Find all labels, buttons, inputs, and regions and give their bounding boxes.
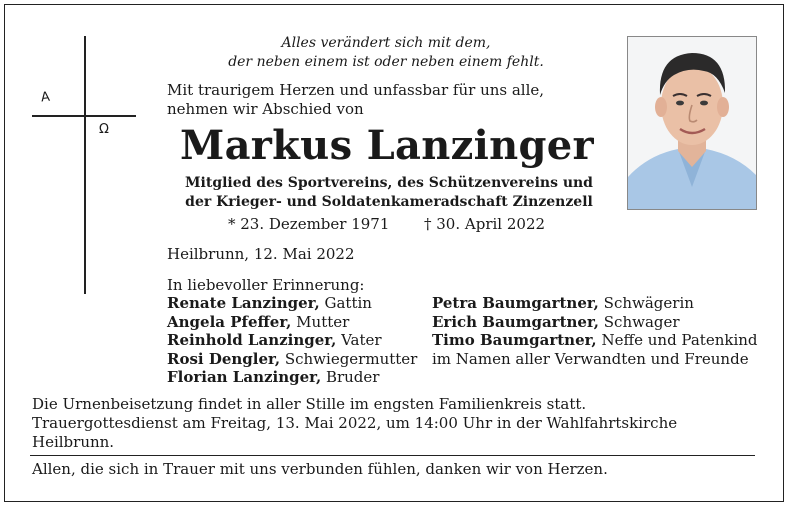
death-date: † 30. April 2022 bbox=[424, 215, 546, 233]
membership-line-2: der Krieger- und Soldatenkameradschaft Zinzenzell bbox=[185, 194, 593, 210]
relatives-left bbox=[167, 294, 417, 387]
relative-row: Angela Pfeffer, Mutter bbox=[167, 312, 350, 331]
membership-text bbox=[170, 174, 608, 212]
relative-row: Reinhold Lanzinger, Vater bbox=[167, 331, 382, 349]
quote-line-1: Alles verändert sich mit dem, bbox=[281, 35, 491, 51]
intro-line-1: Mit traurigem Herzen und unfassbar für uns alle, bbox=[167, 81, 545, 99]
omega-symbol: Ω bbox=[99, 122, 109, 137]
quote-line-2: der neben einem ist oder neben einem fehlt. bbox=[228, 54, 544, 70]
relative-row: Erich Baumgartner, Schwager bbox=[432, 312, 680, 331]
deceased-name: Markus Lanzinger bbox=[180, 122, 594, 169]
relative-row: Petra Baumgartner, Schwägerin bbox=[432, 294, 694, 312]
membership-line-1: Mitglied des Sportvereins, des Schützenvereins und bbox=[185, 175, 593, 191]
funeral-text: Die Urnenbeisetzung findet in aller Stille im engsten Familienkreis statt. Trauergottesdienst am Freitag, 13. Mai 2022, um 14:00 Uhr in der Wahlfahrtskirche Heilbrunn. bbox=[32, 395, 678, 451]
alpha-symbol: A bbox=[40, 89, 51, 106]
relative-row: Rosi Dengler, Schwiegermutter bbox=[167, 349, 418, 368]
relative-row: Florian Lanzinger, Bruder bbox=[167, 368, 380, 386]
relatives-right bbox=[432, 294, 758, 368]
memory-label: In liebevoller Erinnerung: bbox=[167, 276, 365, 294]
quote bbox=[176, 34, 596, 72]
relative-row: Timo Baumgartner, Neffe und Patenkind bbox=[432, 331, 758, 349]
intro-line-2: nehmen wir Abschied von bbox=[167, 100, 364, 118]
birth-date: * 23. Dezember 1971 bbox=[228, 215, 390, 233]
intro-text bbox=[167, 81, 544, 119]
relative-row: im Namen aller Verwandten und Freunde bbox=[432, 349, 749, 368]
relative-row: Renate Lanzinger, Gattin bbox=[167, 294, 372, 312]
portrait-image bbox=[628, 37, 756, 209]
portrait-photo bbox=[627, 36, 757, 210]
place-date: Heilbrunn, 12. Mai 2022 bbox=[167, 245, 355, 263]
cross-icon bbox=[28, 34, 140, 296]
thanks-text: Allen, die sich in Trauer mit uns verbunden fühlen, danken wir von Herzen. bbox=[32, 460, 608, 478]
divider bbox=[30, 455, 755, 456]
